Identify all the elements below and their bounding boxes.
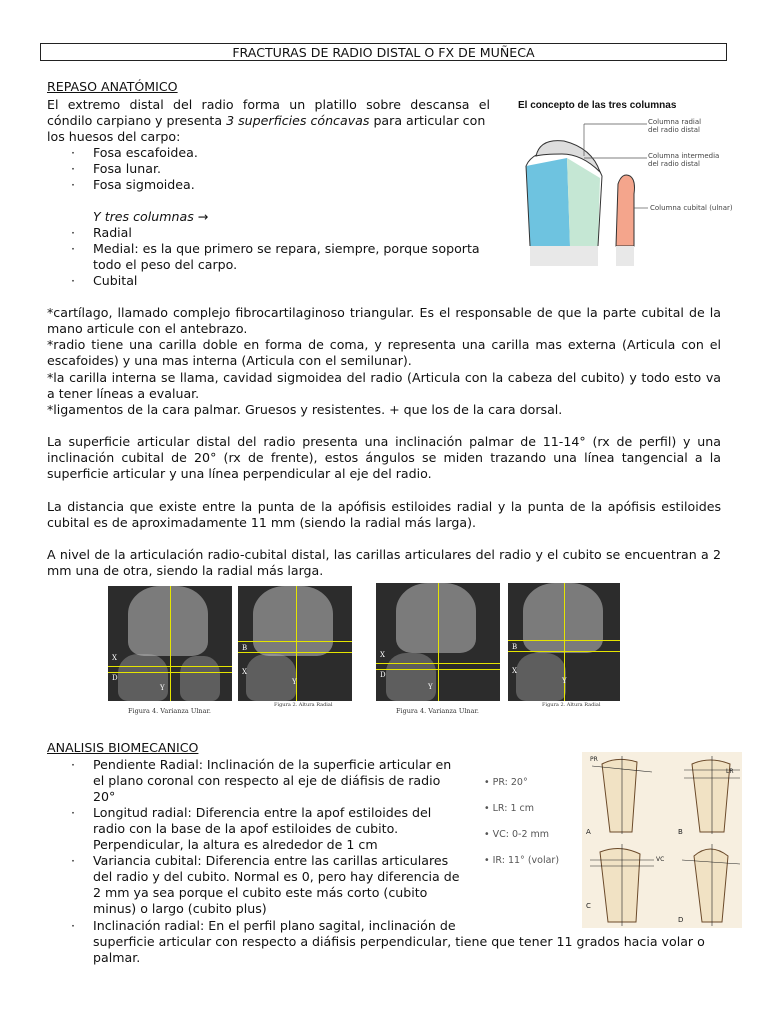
value-text: VC: 0-2 mm (492, 829, 550, 840)
list-item-text: 2 mm ya sea porque el cubito este más corto (cubito (93, 885, 428, 900)
radius-diagram (512, 96, 742, 268)
caption-altura-1: Figura 2. Altura Radial (274, 702, 333, 708)
mini-label-pr: PR (590, 756, 598, 763)
section-heading-repaso: REPASO ANATÓMICO (47, 79, 178, 94)
repaso-line-1: El extremo distal del radio forma un platillo sobre descansa el (47, 97, 490, 112)
xray-label-y: Y (562, 677, 567, 685)
list-item (71, 273, 137, 289)
wrist-sketches (582, 752, 742, 928)
sketch-letter-c: C (586, 902, 591, 910)
xray-label-y: Y (428, 683, 433, 691)
xray-label-x: X (112, 654, 117, 662)
value-pr: • PR: 20° (484, 777, 528, 788)
bullet-dot: · (71, 161, 76, 176)
intermediate-column-shape (567, 158, 600, 246)
xray-image-altura-1 (238, 586, 352, 701)
xray-label-d: D (112, 674, 118, 682)
mini-label-vc: VC (656, 856, 665, 863)
note-ligamentos: *ligamentos de la cara palmar. Gruesos y resistentes. + que los de la cara dorsal. (47, 402, 563, 417)
value-lr: • LR: 1 cm (484, 803, 534, 814)
list-item-text: 20° (93, 789, 116, 804)
radius-shaft (530, 246, 598, 266)
value-text: PR: 20° (492, 777, 528, 788)
tres-columnas-label: Y tres columnas → (93, 209, 209, 224)
bullet-dot: · (71, 241, 76, 256)
value-text: IR: 11° (volar) (492, 855, 560, 866)
list-item-text: radio con la base de la apof estiloides de cubito. (93, 821, 399, 836)
bullet-dot: · (71, 853, 76, 868)
page-title: FRACTURAS DE RADIO DISTAL O FX DE MUÑECA (40, 43, 727, 61)
mini-label-lr: LR (726, 768, 734, 775)
value-text: LR: 1 cm (492, 803, 534, 814)
ulna-shaft (616, 246, 634, 266)
list-item (71, 225, 132, 241)
repaso-emphasis: 3 superficies cóncavas (226, 113, 370, 128)
label-line: Columna intermedia (648, 152, 720, 160)
list-item-text: Inclinación radial: En el perfil plano sagital, inclinación de (93, 918, 456, 933)
label-radial-column (648, 118, 701, 134)
list-item-text: Pendiente Radial: Inclinación de la superficie articular en (93, 757, 452, 772)
repaso-line-2-pre: cóndilo carpiano y presenta (47, 113, 227, 128)
list-item-text: Fosa escafoidea. (93, 145, 198, 160)
label-line: del radio distal (648, 160, 700, 168)
list-item (71, 805, 431, 853)
caption-altura-2: Figura 2. Altura Radial (542, 702, 601, 708)
list-item-text: Fosa lunar. (93, 161, 161, 176)
bullet-dot: · (71, 145, 76, 160)
value-ir: • IR: 11° (volar) (484, 855, 560, 866)
list-item (71, 161, 161, 177)
xray-label-b: B (242, 644, 248, 652)
note-carilla-interna: *la carilla interna se llama, cavidad sigmoidea del radio (Articula con la cabeza del cubito) y todo esto va a tener líneas a evaluar. (47, 370, 721, 402)
label-cubital-column: Columna cubital (ulnar) (650, 204, 733, 212)
xray-label-x: X (242, 668, 247, 676)
list-item-text: Fosa sigmoidea. (93, 177, 195, 192)
radial-column-shape (526, 158, 570, 246)
three-columns-figure (512, 96, 742, 268)
xray-image-varianza-1 (108, 586, 232, 701)
list-item (71, 241, 480, 257)
bullet-dot: · (71, 757, 76, 772)
list-item-text: el plano coronal con respecto al eje de diáfisis de radio (93, 773, 441, 788)
list-item (71, 853, 459, 917)
sketch-letter-d: D (678, 916, 684, 924)
label-line: del radio distal (648, 126, 700, 134)
repaso-line-2-post: para articular con (369, 113, 486, 128)
caption-varianza-2: Figura 4. Varianza Ulnar. (396, 707, 479, 715)
bullet-dot: · (71, 225, 76, 240)
list-item-text: Radial (93, 225, 132, 240)
caption-varianza-1: Figura 4. Varianza Ulnar. (128, 707, 211, 715)
para-nivel: A nivel de la articulación radio-cubital distal, las carillas articulares del radio y el cubito se encuentran a 2 mm una de otra, siendo la radial más larga. (47, 547, 721, 579)
xray-label-x: X (380, 651, 385, 659)
list-item-text: superficie articular con respecto a diáfisis perpendicular, tiene que tener 11 grados hacia volar o (93, 934, 705, 949)
xray-label-y: Y (160, 684, 165, 692)
label-intermediate-column (648, 152, 719, 168)
xray-label-y: Y (292, 678, 297, 686)
note-cartilago: *cartílago, llamado complejo fibrocartilaginoso triangular. Es el responsable de que la parte cubital de la mano articule con el antebrazo. (47, 305, 721, 337)
list-item-text: Cubital (93, 273, 138, 288)
sketch-letter-b: B (678, 828, 683, 836)
bullet-dot: · (71, 805, 76, 820)
repaso-line-3: los huesos del carpo: (47, 129, 181, 144)
list-item-text: minus) o largo (cubito plus) (93, 901, 267, 916)
wrist-values-figure (478, 752, 744, 928)
list-item-text: Perpendicular, la altura es alrededor de 1 cm (93, 837, 378, 852)
list-item (71, 177, 195, 193)
xray-image-varianza-2 (376, 583, 500, 701)
xray-label-d: D (380, 671, 386, 679)
values-list (484, 770, 559, 874)
bullet-dot: · (71, 273, 76, 288)
list-item-continuation: todo el peso del carpo. (93, 257, 238, 272)
section-heading-biomecanico: ANALISIS BIOMECANICO (47, 740, 199, 755)
repaso-line-2 (47, 113, 485, 129)
bullet-dot: · (71, 177, 76, 192)
list-item-text: del radio y del cubito. Normal es 0, pero hay diferencia de (93, 869, 460, 884)
xray-label-x: X (512, 667, 517, 675)
list-item-text: Longitud radial: Diferencia entre la apof estiloides del (93, 805, 432, 820)
value-vc: • VC: 0-2 mm (484, 829, 550, 840)
figure-title: El concepto de las tres columnas (518, 100, 677, 111)
label-line: Columna radial (648, 118, 702, 126)
list-item (71, 145, 198, 161)
note-radio-carilla: *radio tiene una carilla doble en forma de coma, y representa una carilla mas externa (Articula con el escafoides) y una mas interna (Articula con el semilunar). (47, 337, 721, 369)
sketch-letter-a: A (586, 828, 591, 836)
ulna-shape (616, 175, 635, 246)
xray-image-altura-2 (508, 583, 620, 701)
list-item-text: Variancia cubital: Diferencia entre las carillas articulares (93, 853, 449, 868)
list-item-text: palmar. (93, 950, 141, 965)
para-distancia: La distancia que existe entre la punta de la apófisis estiloides radial y la punta de la apófisis estiloides cubital es de aproximadamente 11 mm (siendo la radial más larga). (47, 499, 721, 531)
para-inclinacion: La superficie articular distal del radio presenta una inclinación palmar de 11-14° (rx de perfil) y una inclinación cubital de 20° (rx de frente), estos ángulos se miden trazando una línea tangencial a la superficie articular y una línea perpendicular al eje del radio. (47, 434, 721, 482)
list-item (71, 757, 451, 805)
bullet-dot: · (71, 918, 76, 933)
xray-label-b: B (512, 643, 518, 651)
list-item-text: Medial: es la que primero se repara, siempre, porque soporta (93, 241, 480, 256)
